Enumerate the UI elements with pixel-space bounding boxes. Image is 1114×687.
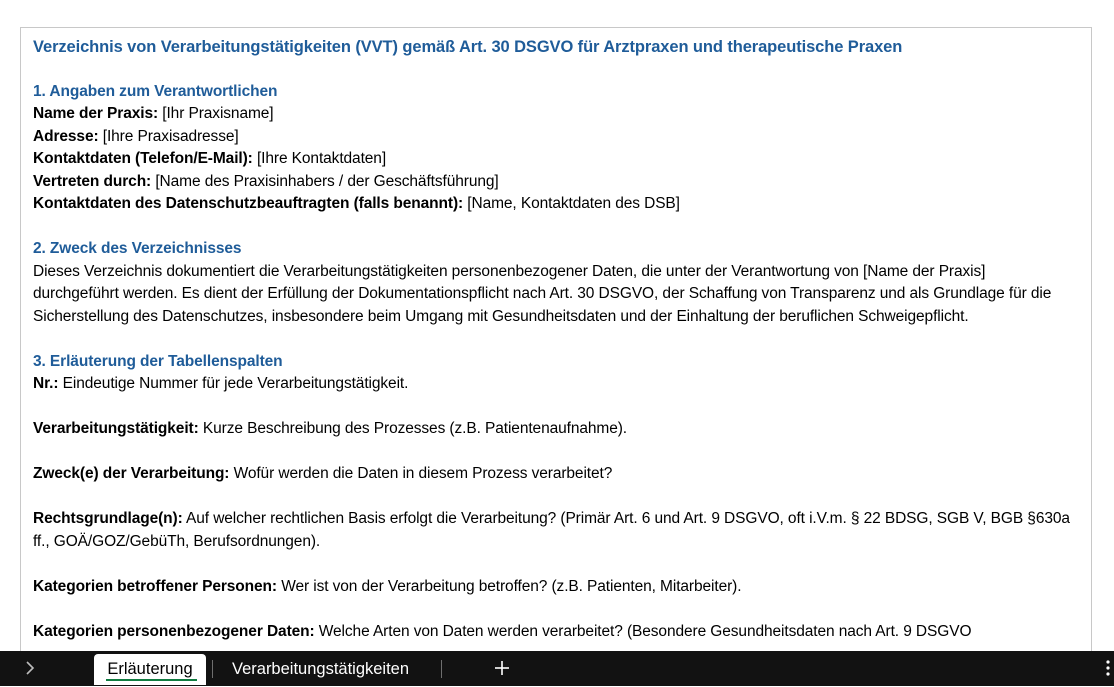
column-explanation [33, 373, 1073, 396]
info-value: [Ihre Praxisadresse] [98, 127, 239, 145]
vertical-ellipsis-icon[interactable] [1104, 657, 1112, 679]
column-label: Nr.: [33, 375, 59, 392]
info-label: Kontaktdaten des Datenschutzbeauftragten (falls benannt): [33, 195, 464, 212]
plus-icon[interactable] [492, 655, 512, 681]
column-label: Kategorien personenbezogener Daten: [33, 622, 315, 640]
info-label: Vertreten durch: [33, 172, 152, 190]
column-explanation [33, 621, 1073, 644]
active-tab-underline [106, 679, 197, 681]
document-content [33, 36, 1073, 643]
info-row [33, 148, 1073, 171]
column-label: Zweck(e) der Verarbeitung: [33, 465, 230, 482]
info-row [33, 171, 1073, 194]
worksheet[interactable] [20, 27, 1092, 668]
column-description: Kurze Beschreibung des Prozesses (z.B. Patientenaufnahme). [198, 420, 628, 437]
column-explanation [33, 576, 1073, 599]
column-description: Auf welcher rechtlichen Basis erfolgt die Verarbeitung? (Primär Art. 6 und Art. 9 DSGVO, oft i.V.m. § 22 BDSG, SGB V, BGB §630a ff., GOÄ/GOZ/GebüTh, Berufsordnungen). [33, 510, 1070, 550]
info-label: Name der Praxis: [33, 105, 159, 122]
info-row [33, 103, 1073, 126]
section-heading-purpose: 2. Zweck des Verzeichnisses [33, 240, 242, 257]
column-explanation [33, 508, 1073, 553]
tab-label: Erläuterung [107, 660, 193, 678]
column-description: Wer ist von der Verarbeitung betroffen? (z.B. Patienten, Mitarbeiter). [276, 577, 742, 595]
column-description: Wofür werden die Daten in diesem Prozess verarbeitet? [229, 465, 613, 482]
info-value: [Ihr Praxisname] [158, 105, 274, 122]
column-label: Rechtsgrundlage(n): [33, 510, 183, 527]
document-title: Verzeichnis von Verarbeitungstätigkeiten (VVT) gemäß Art. 30 DSGVO für Arztpraxen und therapeutische Praxen [33, 38, 903, 56]
tab-label: Verarbeitungstätigkeiten [232, 660, 410, 678]
info-label: Adresse: [33, 127, 99, 145]
info-value: [Name des Praxisinhabers / der Geschäftsführung] [151, 172, 499, 190]
info-row [33, 126, 1073, 149]
tab-verarbeitungstaetigkeiten[interactable] [232, 654, 409, 685]
column-explanation [33, 418, 1073, 441]
sheet-tab-bar [0, 651, 1114, 686]
column-description: Eindeutige Nummer für jede Verarbeitungstätigkeit. [58, 375, 409, 392]
section-heading-responsible: 1. Angaben zum Verantwortlichen [33, 82, 278, 100]
column-explanation [33, 463, 1073, 486]
tab-separator [441, 660, 442, 678]
info-row [33, 193, 1073, 216]
info-value: [Ihre Kontaktdaten] [252, 150, 387, 167]
info-value: [Name, Kontaktdaten des DSB] [463, 195, 680, 212]
info-label: Kontaktdaten (Telefon/E-Mail): [33, 150, 253, 167]
chevron-right-icon[interactable] [22, 658, 38, 678]
column-description: Welche Arten von Daten werden verarbeitet? (Besondere Gesundheitsdaten nach Art. 9 DSGVO [314, 622, 972, 640]
tab-erlaeuterung[interactable] [94, 654, 206, 685]
column-label: Verarbeitungstätigkeit: [33, 420, 199, 437]
purpose-paragraph: Dieses Verzeichnis dokumentiert die Verarbeitungstätigkeiten personenbezogener Daten, die unter der Verantwortung von [Name der Praxis] durchgeführt werden. Es dient der Erfüllung der Dokumentationspflicht nach Art. 30 DSGVO, der Schaffung von Transparenz und als Grundlage für die Sicherstellung des Datenschutzes, insbesondere beim Umgang mit Gesundheitsdaten und der Einhaltung der beruflichen Schweigepflicht. [33, 262, 1052, 325]
column-label: Kategorien betroffener Personen: [33, 577, 277, 595]
tab-separator [212, 660, 213, 678]
section-heading-columns: 3. Erläuterung der Tabellenspalten [33, 352, 283, 370]
